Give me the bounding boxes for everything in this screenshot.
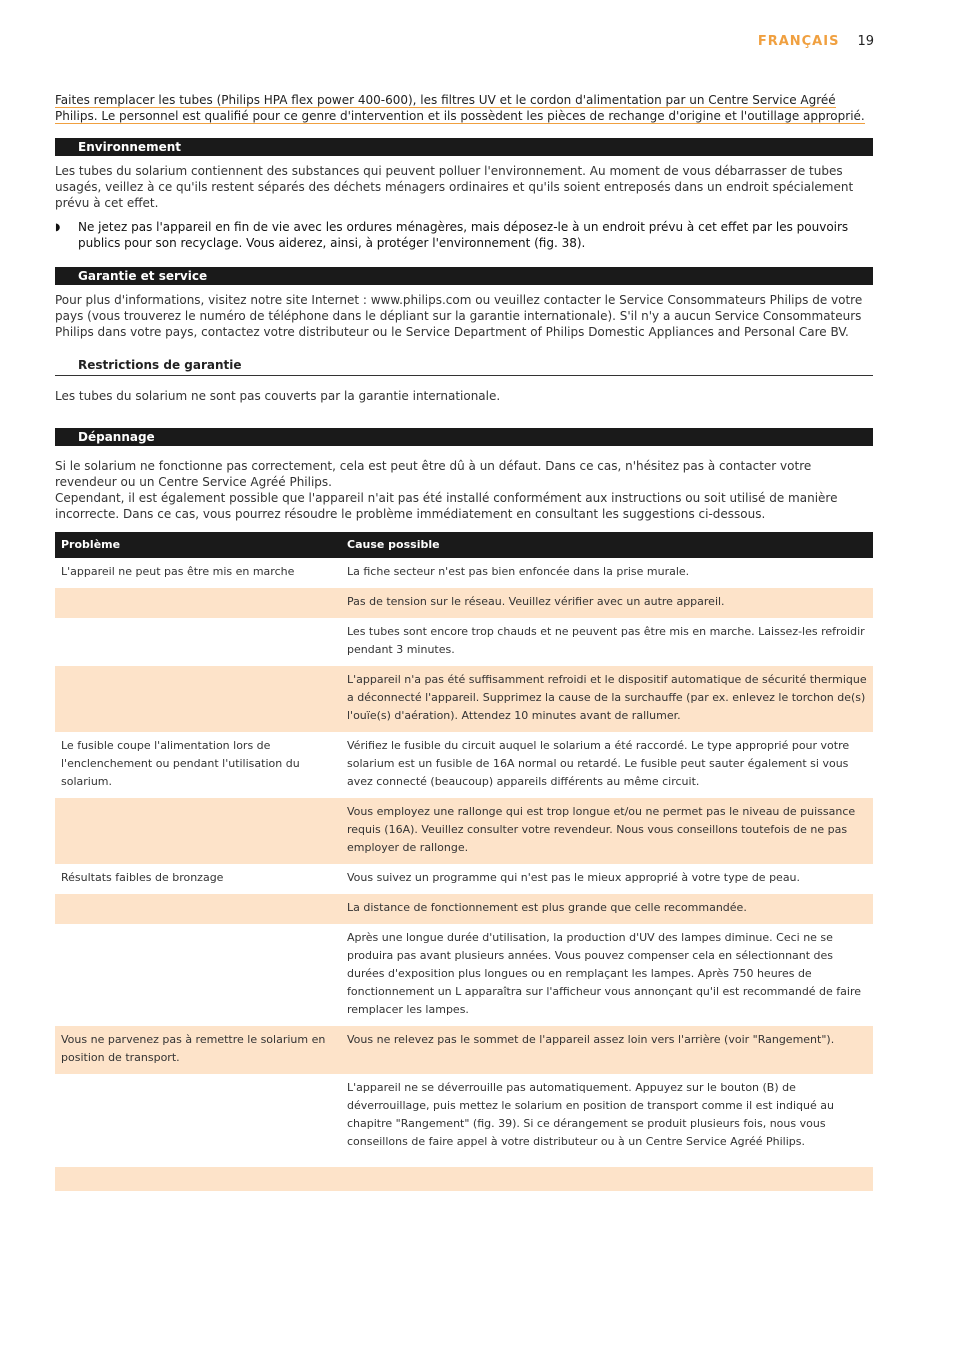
section-heading-environnement: Environnement <box>55 138 873 156</box>
cause-cell: L'appareil n'a pas été suffisamment refroidi et le dispositif automatique de sécurité thermique a déconnecté l'appareil. Supprimez la cause de la surchauffe (par ex. enlevez le torchon de(s) l'ouïe(s) d'aération). Attendez 10 minutes avant de rallumer. <box>341 666 873 732</box>
table-row <box>55 894 873 924</box>
table-row <box>55 1026 873 1074</box>
problem-cell <box>55 666 341 732</box>
cause-cell: La distance de fonctionnement est plus grande que celle recommandée. <box>341 894 873 924</box>
cause-cell: Vous suivez un programme qui n'est pas le mieux approprié à votre type de peau. <box>347 871 801 884</box>
cause-cell: Les tubes sont encore trop chauds et ne peuvent pas être mis en marche. Laissez-les refroidir pendant 3 minutes. <box>347 625 865 656</box>
column-header-problem: Problème <box>55 532 341 558</box>
problem-cell <box>55 924 341 1026</box>
subheading-restrictions: Restrictions de garantie <box>55 358 873 376</box>
warranty-text: Pour plus d'informations, visitez notre site Internet : www.philips.com ou veuillez contacter le Service Consommateurs Philips de votre pays (vous trouverez le numéro de téléphone dans le dépliant sur la garantie internationale). S'il n'y a aucun Service Consommateurs Philips dans votre pays, contactez votre distributeur ou le Service Department of Philips Domestic Appliances and Personal Care BV. <box>55 293 863 339</box>
table-row <box>55 864 873 894</box>
problem-cell <box>55 618 341 666</box>
troubleshooting-text-2: Cependant, il est également possible que l'appareil n'ait pas été installé conformément aux instructions ou soit utilisé de manière incorrecte. Dans ce cas, vous pourrez résoudre le problème immédiatement en consultant les suggestions ci-dessous. <box>55 491 838 521</box>
table-row <box>55 618 873 666</box>
restrictions-text: Les tubes du solarium ne sont pas couverts par la garantie internationale. <box>55 389 501 403</box>
environment-text: Les tubes du solarium contiennent des substances qui peuvent polluer l'environnement. Au moment de vous débarrasser de tubes usagés, veillez à ce qu'ils restent séparés des déchets ménagers ordinaires et qu'ils soient entreposés dans un endroit spécialement prévu à cet effet. <box>55 164 854 210</box>
environment-bullet <box>55 219 873 251</box>
section-heading-depannage: Dépannage <box>55 428 873 446</box>
page-header <box>758 34 874 49</box>
table-row <box>55 666 873 732</box>
table-row <box>55 1167 873 1191</box>
table-row <box>55 588 873 618</box>
problem-cell: Le fusible coupe l'alimentation lors de l'enclenchement ou pendant l'utilisation du solarium. <box>61 739 300 788</box>
cause-cell: Vous employez une rallonge qui est trop longue et/ou ne permet pas le niveau de puissance requis (16A). Veuillez consulter votre revendeur. Nous vous conseillons toutefois de ne pas employer de rallonge. <box>341 798 873 864</box>
table-row <box>55 798 873 864</box>
cause-cell <box>341 1167 873 1191</box>
cause-cell: La fiche secteur n'est pas bien enfoncée dans la prise murale. <box>347 565 690 578</box>
cause-cell: Vous ne relevez pas le sommet de l'appareil assez loin vers l'arrière (voir "Rangement"). <box>341 1026 873 1074</box>
column-header-cause: Cause possible <box>341 532 873 558</box>
language-label: FRANÇAIS <box>757 34 840 49</box>
problem-cell <box>55 798 341 864</box>
problem-cell: L'appareil ne peut pas être mis en marche <box>61 565 295 578</box>
intro-warning-text: Faites remplacer les tubes (Philips HPA flex power 400-600), les filtres UV et le cordon d'alimentation par un Centre Service Agréé Philips. Le personnel est qualifié pour ce genre d'intervention et ils possèdent les pièces de rechange d'origine et l'outillage approprié. <box>55 93 865 123</box>
problem-cell <box>55 1074 341 1167</box>
table-row <box>55 558 873 588</box>
cause-cell: Pas de tension sur le réseau. Veuillez vérifier avec un autre appareil. <box>341 588 873 618</box>
cause-cell: Vérifiez le fusible du circuit auquel le solarium a été raccordé. Le type approprié pour votre solarium est un fusible de 16A normal ou retardé. Le fusible peut sauter également si vous avez connecté (beaucoup) appareils différents au même circuit. <box>347 739 850 788</box>
table-row <box>55 732 873 798</box>
problem-cell <box>55 1167 341 1191</box>
bullet-icon: ◗ <box>55 222 61 233</box>
table-header-row <box>55 532 873 558</box>
table-row <box>55 1074 873 1167</box>
environment-bullet-text: Ne jetez pas l'appareil en fin de vie avec les ordures ménagères, mais déposez-le à un endroit prévu à cet effet par les pouvoirs publics pour son recyclage. Vous aiderez, ainsi, à protéger l'environnement (fig. 38). <box>78 220 849 250</box>
problem-cell <box>55 894 341 924</box>
page-number: 19 <box>857 34 874 49</box>
intro-warning <box>55 92 873 124</box>
page-content <box>55 92 873 1191</box>
problem-cell: Vous ne parvenez pas à remettre le solarium en position de transport. <box>55 1026 341 1074</box>
cause-cell: L'appareil ne se déverrouille pas automatiquement. Appuyez sur le bouton (B) de déverrouillage, puis mettez le solarium en position de transport comme il est indiqué au chapitre "Rangement" (fig. 39). Si ce dérangement se produit plusieurs fois, nous vous conseillons de faire appel à votre distributeur ou à un Centre Service Agréé Philips. <box>347 1081 834 1148</box>
cause-cell: Après une longue durée d'utilisation, la production d'UV des lampes diminue. Ceci ne se produira pas avant plusieurs années. Vous pouvez compenser cela en sélectionnant des durées d'exposition plus longues ou en remplaçant les lampes. Après 750 heures de fonctionnement un L apparaîtra sur l'afficheur vous annonçant qu'il est recommandé de faire remplacer les lampes. <box>347 931 862 1016</box>
problem-cell <box>55 588 341 618</box>
table-row <box>55 924 873 1026</box>
troubleshooting-text-1: Si le solarium ne fonctionne pas correctement, cela est peut être dû à un défaut. Dans ce cas, n'hésitez pas à contacter votre revendeur ou un Centre Service Agréé Philips. <box>55 459 812 489</box>
problem-cell: Résultats faibles de bronzage <box>61 871 224 884</box>
troubleshooting-table <box>55 532 873 1191</box>
section-heading-garantie: Garantie et service <box>55 267 873 285</box>
